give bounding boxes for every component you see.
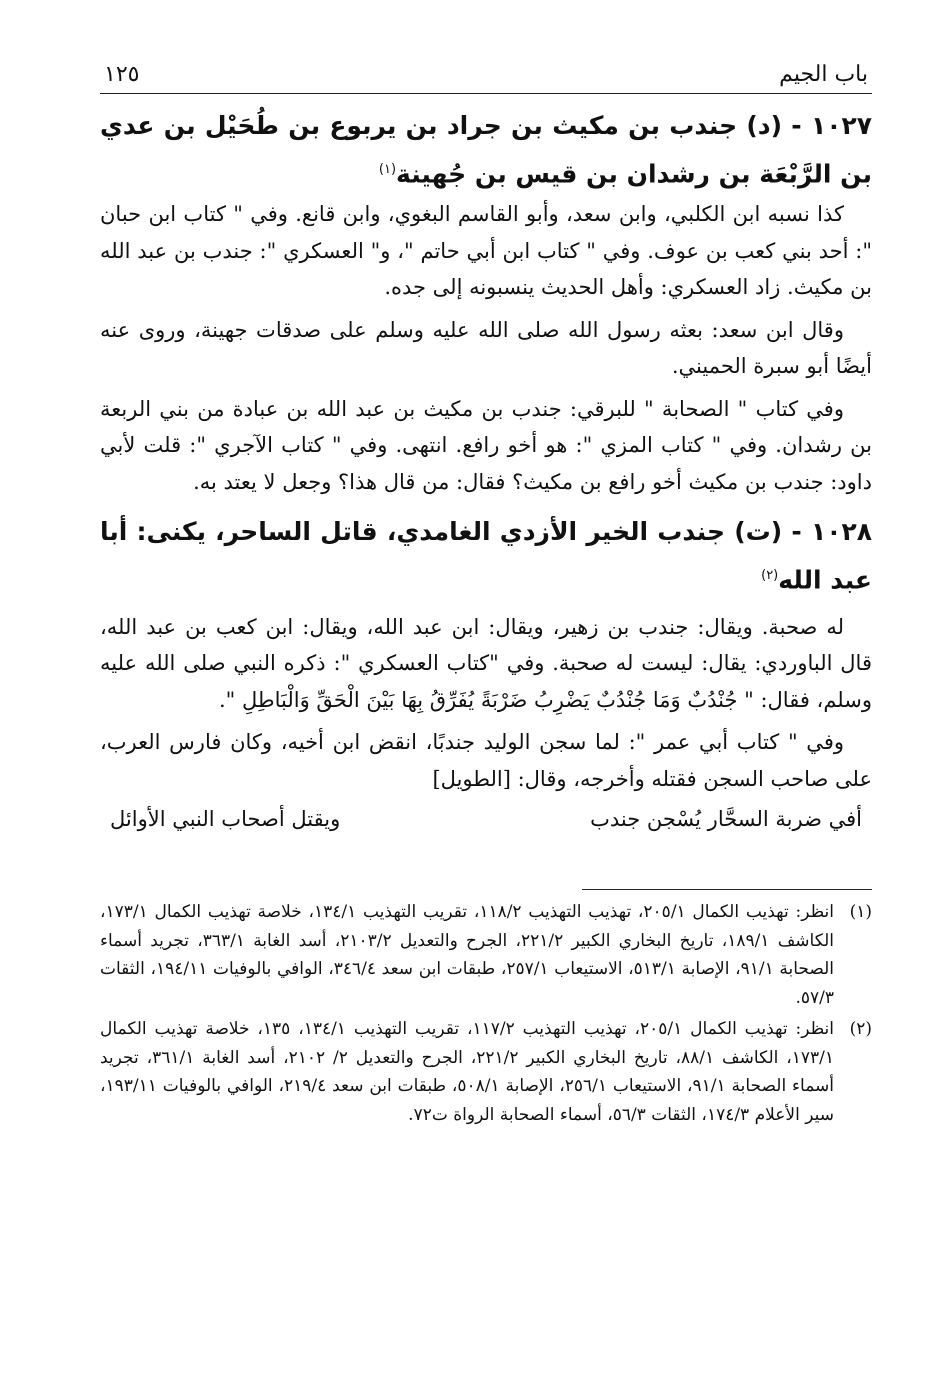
footnote-ref: (٢) — [761, 568, 779, 584]
page-number: ١٢٥ — [104, 62, 140, 87]
footnote — [100, 898, 872, 1012]
page — [100, 62, 872, 1132]
verse-second-hemistich: ويقتل أصحاب النبي الأوائل — [110, 807, 341, 832]
running-head — [100, 62, 872, 94]
paragraph: له صحبة. ويقال: جندب بن زهير، ويقال: ابن عبد الله، ويقال: ابن كعب بن عبد الله، قال الباوردي: يقال: ليست له صحبة. وفي "كتاب العسكري ": ذكره النبي صلى الله عليه وسلم، فقال: " جُنْدُبٌ وَمَا جُنْدُبٌ يَضْرِبُ ضَرْبَةً يُفَرِّقُ بِهَا بَيْنَ الْحَقِّ وَالْبَاطِلِ ". — [100, 614, 872, 712]
paragraph: وقال ابن سعد: بعثه رسول الله صلى الله عليه وسلم على صدقات جهينة، وروى عنه أيضًا أبو سبرة الحميني. — [100, 317, 872, 379]
paragraph: وفي " كتاب أبي عمر ": لما سجن الوليد جندبًا، انقض ابن أخيه، وكان فارس العرب، على صاحب السجن فقتله وأخرجه، وقال: [الطويل] — [100, 730, 872, 791]
footnote-number: (٢) — [849, 1019, 872, 1040]
poetry-verse — [100, 797, 872, 837]
entry-title-text: ١٠٢٨ - (ت) جندب الخير الأزدي الغامدي، قاتل الساحر، يكنى: أبا عبد الله — [100, 517, 872, 595]
footnote-text: انظر: تهذيب الكمال ٢٠٥/١، تهذيب التهذيب ١١٧/٢، تقريب التهذيب ١٣٤/١، ١٣٥، خلاصة تهذيب الكمال ١٧٣/١، الكاشف ٨٨/١، تاريخ البخاري الكبير ٢٢١/٢، الجرح والتعديل ٢/ ٢١٠٢، أسد الغابة ٣٦١/١، تجريد أسماء الصحابة ٩١/١، الاستيعاب ٢٥٦/١، الإصابة ٥٠٨/١، طبقات ابن سعد ٢١٩/٤، الوافي بالوفيات ١٩٣/١١، سير الأعلام ١٧٤/٣، الثقات ٥٦/٣، أسماء الصحابة الرواة ت٧٢. — [100, 1019, 835, 1125]
entry-title-1027 — [100, 104, 872, 196]
entry-title-1028 — [100, 510, 872, 602]
footnote-text: انظر: تهذيب الكمال ٢٠٥/١، تهذيب التهذيب ١١٨/٢، تقريب التهذيب ١٣٤/١، خلاصة تهذيب الكمال ١٧٣/١، الكاشف ١٨٩/١، تاريخ البخاري الكبير ٢٢١/٢، الجرح والتعديل ٢١٠٣/٢، أسد الغابة ٣٦٣/١، تجريد أسماء الصحابة ٩١/١، الإصابة ٥١٣/١، الاستيعاب ٢٥٧/١، طبقات ابن سعد ٣٤٦/٤، الوافي بالوفيات ١٩٤/١١، الثقات ٥٧/٣. — [100, 902, 835, 1008]
footnote-separator — [582, 889, 872, 890]
entry-title-text: ١٠٢٧ - (د) جندب بن مكيث بن جراد بن يربوع بن طُحَيْل بن عدي بن الرَّبْعَة بن رشدان بن قيس بن جُهينة — [100, 111, 872, 189]
footnote — [100, 1015, 872, 1129]
footnote-number: (١) — [849, 902, 872, 923]
paragraph: كذا نسبه ابن الكلبي، وابن سعد، وأبو القاسم البغوي، وابن قانع. وفي " كتاب ابن حبان ": أحد بني كعب بن عوف. وفي " كتاب ابن أبي حاتم "، و" العسكري ": جندب بن عبد الله بن مكيث. زاد العسكري: وأهل الحديث ينسبونه إلى جده. — [100, 202, 872, 300]
footnote-ref: (١) — [378, 162, 397, 177]
verse-first-hemistich: أفي ضربة السحَّار يُسْجن جندب — [590, 807, 862, 832]
chapter-title: باب الجيم — [779, 62, 868, 87]
paragraph: وفي كتاب " الصحابة " للبرقي: جندب بن مكيث بن عبد الله بن عبادة من بني الربعة بن رشدان. وفي " كتاب المزي ": هو أخو رافع. انتهى. وفي " كتاب الآجري ": قلت لأبي داود: جندب بن مكيث أخو رافع بن مكيث؟ فقال: من قال هذا؟ وجعل لا يعتد به. — [100, 396, 872, 494]
